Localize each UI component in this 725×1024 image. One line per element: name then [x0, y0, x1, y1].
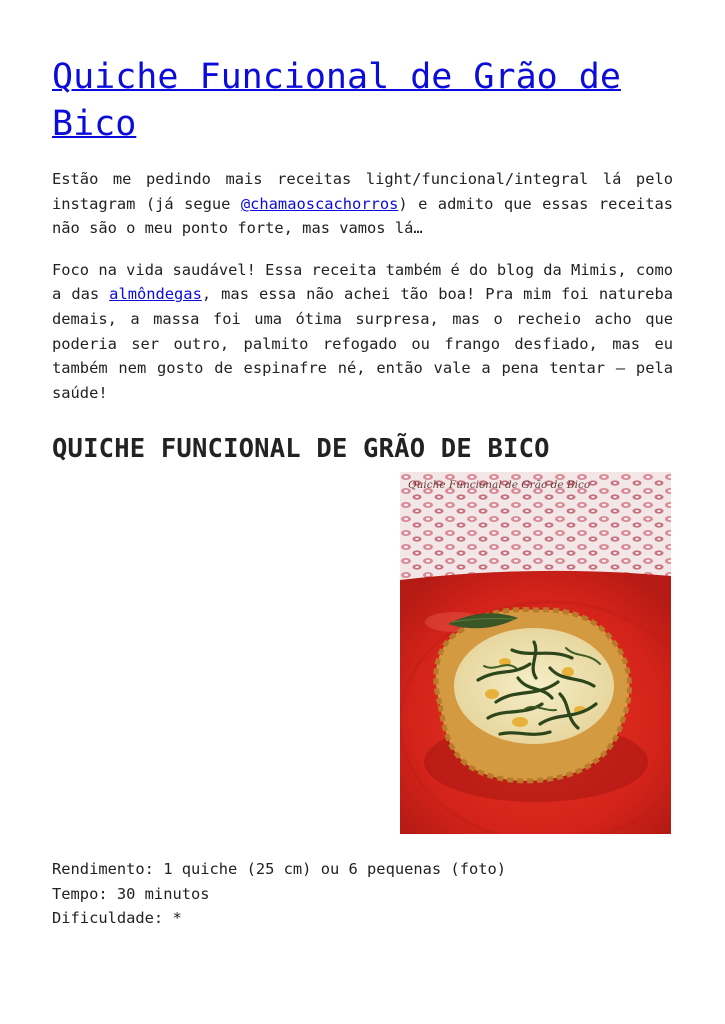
article [52, 54, 673, 928]
yield-line: Rendimento: 1 quiche (25 cm) ou 6 pequenas (foto) [52, 860, 507, 878]
difficulty-line: Dificuldade: * [52, 909, 182, 928]
article-title-link[interactable]: Quiche Funcional de Grão de Bico [52, 57, 621, 144]
article-title [52, 54, 673, 148]
time-line: Tempo: 30 minutos [52, 884, 210, 903]
intro [52, 167, 673, 405]
quiche-photo-illustration [400, 472, 671, 834]
intro-paragraph-1 [52, 167, 673, 241]
almondegas-link[interactable]: almôndegas [109, 285, 202, 304]
instagram-link[interactable]: @chamaoscachorros [240, 194, 399, 213]
photo-caption: Quiche Funcional de Grão de Bico [408, 479, 591, 491]
quiche-photo [400, 472, 671, 834]
intro-p1-text-a: Estão me pedindo mais receitas light/funcional/integral lá pelo instagram (já segue [52, 170, 673, 213]
recipe-details [52, 857, 506, 931]
recipe-heading: QUICHE FUNCIONAL DE GRÃO DE BICO [52, 434, 550, 465]
intro-paragraph-2 [52, 258, 673, 406]
intro-p2-text-b: , mas essa não achei tão boa! Pra mim foi natureba demais, a massa foi uma ótima surpresa, mas o recheio acho que poderia ser outro, palmito refogado ou frango desfiado, mas eu também nem gosto de espinafre né, então vale a pena tentar – pela saúde! [52, 285, 673, 402]
intro-p2-text-a: Foco na vida saudável! Essa receita também é do blog da Mimis, como a das [52, 260, 673, 304]
intro-p1-text-b: ) e admito que essas receitas não são o meu ponto forte, mas vamos lá… [52, 194, 673, 238]
